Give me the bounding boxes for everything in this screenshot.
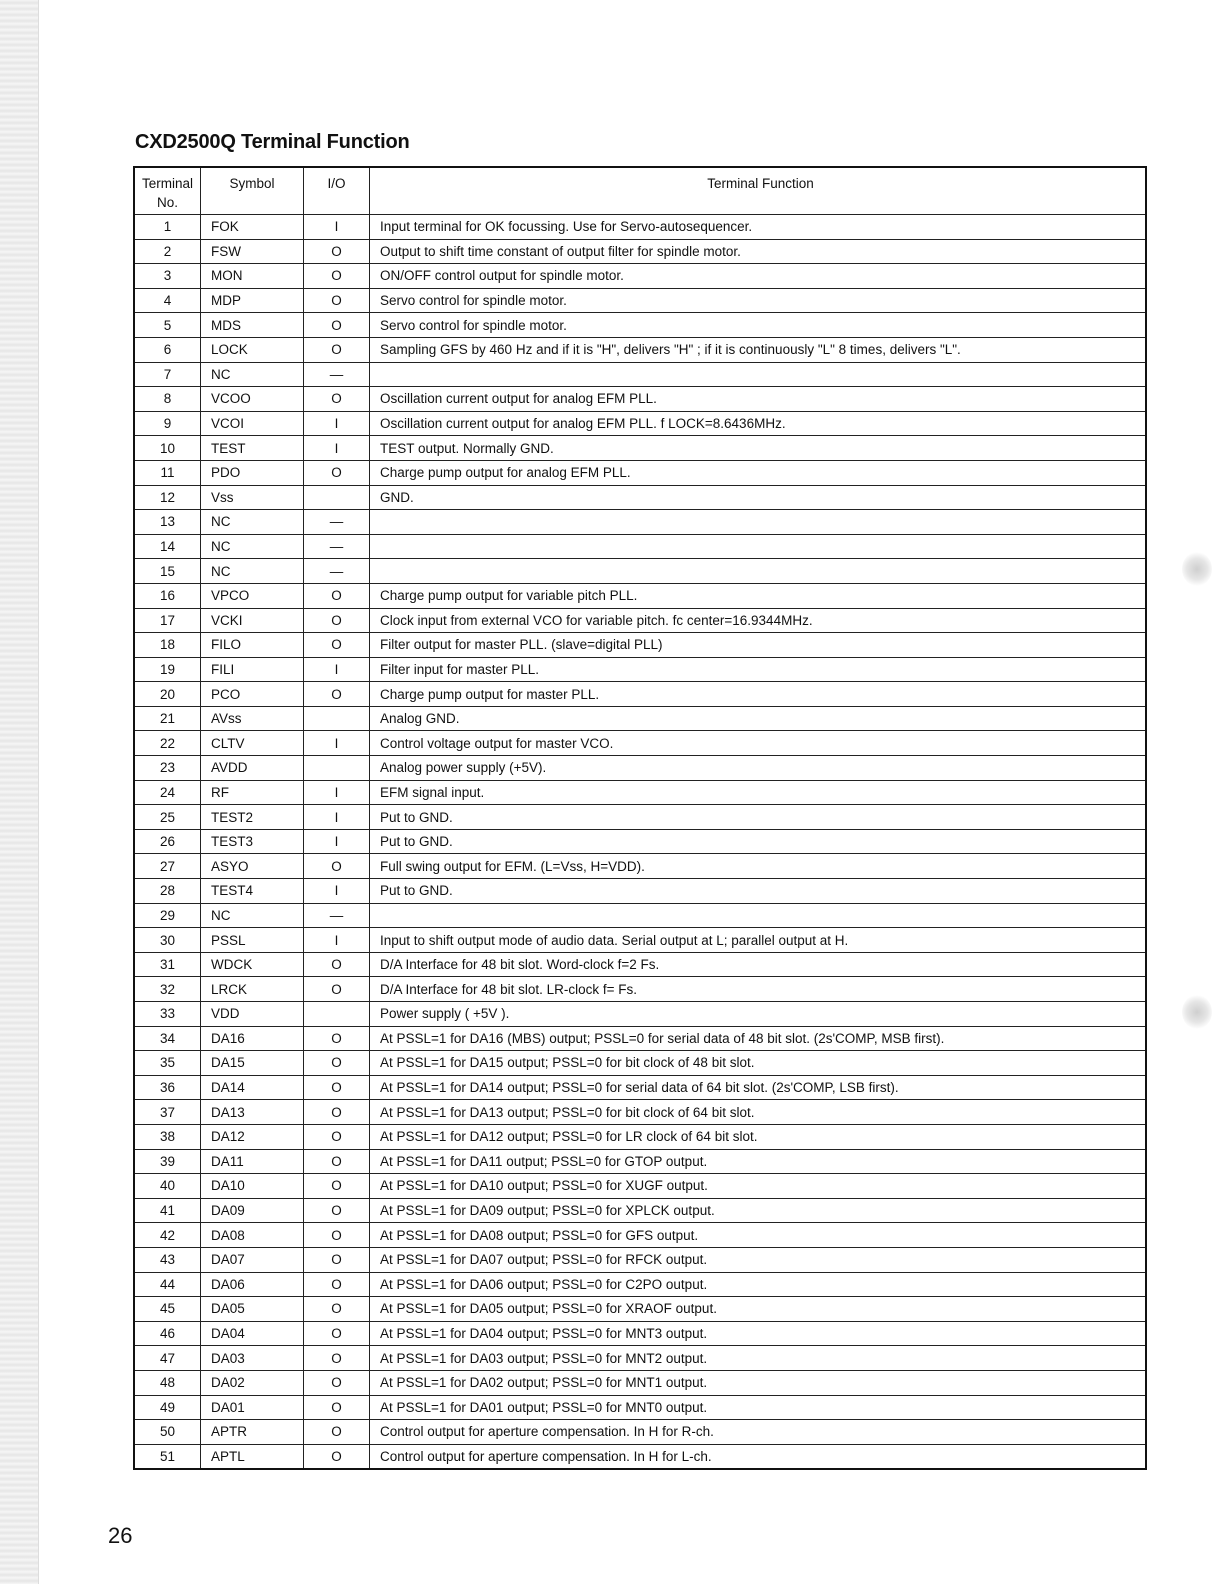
cell-terminal-no: 34: [134, 1026, 201, 1051]
cell-symbol: AVDD: [201, 756, 304, 781]
cell-function: [370, 559, 1147, 584]
cell-io: —: [304, 534, 370, 559]
cell-symbol: PSSL: [201, 928, 304, 953]
table-row: [134, 1002, 1146, 1027]
table-row: [134, 411, 1146, 436]
cell-terminal-no: 8: [134, 387, 201, 412]
table-row: [134, 977, 1146, 1002]
cell-terminal-no: 19: [134, 657, 201, 682]
cell-terminal-no: 30: [134, 928, 201, 953]
cell-io: O: [304, 952, 370, 977]
cell-io: I: [304, 436, 370, 461]
cell-function: Charge pump output for analog EFM PLL.: [370, 460, 1147, 485]
cell-io: O: [304, 1297, 370, 1322]
cell-symbol: VDD: [201, 1002, 304, 1027]
cell-symbol: VCOI: [201, 411, 304, 436]
cell-function: Charge pump output for master PLL.: [370, 682, 1147, 707]
cell-terminal-no: 18: [134, 633, 201, 658]
cell-terminal-no: 27: [134, 854, 201, 879]
cell-io: O: [304, 1100, 370, 1125]
cell-io: O: [304, 1051, 370, 1076]
cell-symbol: Vss: [201, 485, 304, 510]
table-row: [134, 1321, 1146, 1346]
cell-terminal-no: 37: [134, 1100, 201, 1125]
cell-symbol: VCKI: [201, 608, 304, 633]
table-row: [134, 952, 1146, 977]
table-row: [134, 1272, 1146, 1297]
cell-function: Oscillation current output for analog EFM PLL. f LOCK=8.6436MHz.: [370, 411, 1147, 436]
cell-symbol: AVss: [201, 706, 304, 731]
cell-io: —: [304, 559, 370, 584]
cell-function: TEST output. Normally GND.: [370, 436, 1147, 461]
cell-io: O: [304, 977, 370, 1002]
table-row: [134, 756, 1146, 781]
cell-io: O: [304, 1444, 370, 1469]
table-row: [134, 534, 1146, 559]
cell-terminal-no: 11: [134, 460, 201, 485]
cell-symbol: NC: [201, 559, 304, 584]
header-terminal-no: Terminal No.: [134, 167, 201, 215]
cell-terminal-no: 45: [134, 1297, 201, 1322]
cell-function: At PSSL=1 for DA06 output; PSSL=0 for C2PO output.: [370, 1272, 1147, 1297]
cell-function: Analog GND.: [370, 706, 1147, 731]
cell-function: At PSSL=1 for DA09 output; PSSL=0 for XPLCK output.: [370, 1198, 1147, 1223]
terminal-function-table: [133, 166, 1147, 1470]
cell-symbol: DA07: [201, 1247, 304, 1272]
cell-terminal-no: 5: [134, 313, 201, 338]
header-terminal-function: Terminal Function: [370, 167, 1147, 215]
cell-symbol: DA12: [201, 1124, 304, 1149]
cell-function: Filter output for master PLL. (slave=digital PLL): [370, 633, 1147, 658]
table-row: [134, 1346, 1146, 1371]
cell-terminal-no: 17: [134, 608, 201, 633]
cell-io: I: [304, 657, 370, 682]
cell-symbol: LRCK: [201, 977, 304, 1002]
cell-io: O: [304, 313, 370, 338]
cell-function: Control voltage output for master VCO.: [370, 731, 1147, 756]
cell-terminal-no: 46: [134, 1321, 201, 1346]
cell-io: I: [304, 829, 370, 854]
cell-function: Full swing output for EFM. (L=Vss, H=VDD).: [370, 854, 1147, 879]
table-row: [134, 313, 1146, 338]
cell-symbol: FILO: [201, 633, 304, 658]
cell-function: Put to GND.: [370, 805, 1147, 830]
cell-io: O: [304, 1124, 370, 1149]
table-row: [134, 879, 1146, 904]
cell-symbol: NC: [201, 903, 304, 928]
table-row: [134, 510, 1146, 535]
cell-terminal-no: 3: [134, 264, 201, 289]
cell-symbol: DA09: [201, 1198, 304, 1223]
cell-symbol: DA05: [201, 1297, 304, 1322]
table-row: [134, 1444, 1146, 1469]
cell-function: At PSSL=1 for DA02 output; PSSL=0 for MNT1 output.: [370, 1370, 1147, 1395]
cell-symbol: TEST4: [201, 879, 304, 904]
cell-symbol: APTL: [201, 1444, 304, 1469]
cell-symbol: ASYO: [201, 854, 304, 879]
page-number: 26: [108, 1523, 133, 1548]
cell-terminal-no: 1: [134, 215, 201, 240]
cell-function: Input to shift output mode of audio data. Serial output at L; parallel output at H.: [370, 928, 1147, 953]
cell-function: At PSSL=1 for DA04 output; PSSL=0 for MNT3 output.: [370, 1321, 1147, 1346]
table-row: [134, 1051, 1146, 1076]
table-row: [134, 1075, 1146, 1100]
cell-io: O: [304, 288, 370, 313]
cell-symbol: DA06: [201, 1272, 304, 1297]
cell-symbol: TEST3: [201, 829, 304, 854]
cell-symbol: DA16: [201, 1026, 304, 1051]
cell-io: O: [304, 264, 370, 289]
cell-function: At PSSL=1 for DA08 output; PSSL=0 for GFS output.: [370, 1223, 1147, 1248]
cell-terminal-no: 22: [134, 731, 201, 756]
cell-terminal-no: 33: [134, 1002, 201, 1027]
cell-terminal-no: 15: [134, 559, 201, 584]
cell-symbol: MDS: [201, 313, 304, 338]
cell-io: O: [304, 460, 370, 485]
cell-terminal-no: 4: [134, 288, 201, 313]
cell-io: O: [304, 1026, 370, 1051]
cell-symbol: NC: [201, 534, 304, 559]
table-row: [134, 1395, 1146, 1420]
table-row: [134, 215, 1146, 240]
cell-io: I: [304, 805, 370, 830]
cell-terminal-no: 50: [134, 1420, 201, 1445]
cell-function: At PSSL=1 for DA05 output; PSSL=0 for XRAOF output.: [370, 1297, 1147, 1322]
cell-symbol: DA01: [201, 1395, 304, 1420]
cell-io: O: [304, 608, 370, 633]
cell-terminal-no: 21: [134, 706, 201, 731]
table-row: [134, 903, 1146, 928]
cell-function: At PSSL=1 for DA12 output; PSSL=0 for LR clock of 64 bit slot.: [370, 1124, 1147, 1149]
table-row: [134, 780, 1146, 805]
cell-symbol: VPCO: [201, 583, 304, 608]
cell-terminal-no: 2: [134, 239, 201, 264]
cell-symbol: PDO: [201, 460, 304, 485]
table-row: [134, 264, 1146, 289]
cell-terminal-no: 25: [134, 805, 201, 830]
table-row: [134, 829, 1146, 854]
cell-io: O: [304, 1174, 370, 1199]
cell-symbol: WDCK: [201, 952, 304, 977]
cell-function: Oscillation current output for analog EFM PLL.: [370, 387, 1147, 412]
cell-terminal-no: 43: [134, 1247, 201, 1272]
cell-io: I: [304, 411, 370, 436]
cell-terminal-no: 48: [134, 1370, 201, 1395]
cell-symbol: PCO: [201, 682, 304, 707]
cell-io: —: [304, 903, 370, 928]
scan-blemish: [1182, 552, 1212, 586]
cell-io: I: [304, 879, 370, 904]
cell-io: O: [304, 1420, 370, 1445]
table-row: [134, 1100, 1146, 1125]
table-row: [134, 1247, 1146, 1272]
cell-terminal-no: 6: [134, 337, 201, 362]
cell-io: O: [304, 1321, 370, 1346]
table-row: [134, 731, 1146, 756]
cell-symbol: TEST: [201, 436, 304, 461]
table-row: [134, 1026, 1146, 1051]
cell-function: At PSSL=1 for DA07 output; PSSL=0 for RFCK output.: [370, 1247, 1147, 1272]
cell-function: EFM signal input.: [370, 780, 1147, 805]
cell-function: Sampling GFS by 460 Hz and if it is "H", delivers "H" ; if it is continuously "L" 8 times, delivers "L".: [370, 337, 1147, 362]
cell-function: ON/OFF control output for spindle motor.: [370, 264, 1147, 289]
cell-symbol: DA10: [201, 1174, 304, 1199]
table-row: [134, 1370, 1146, 1395]
table-row: [134, 362, 1146, 387]
cell-symbol: MON: [201, 264, 304, 289]
scan-blemish: [1182, 995, 1212, 1029]
header-io: I/O: [304, 167, 370, 215]
cell-function: D/A Interface for 48 bit slot. LR-clock f= Fs.: [370, 977, 1147, 1002]
cell-terminal-no: 32: [134, 977, 201, 1002]
table-row: [134, 387, 1146, 412]
cell-terminal-no: 16: [134, 583, 201, 608]
cell-function: Analog power supply (+5V).: [370, 756, 1147, 781]
cell-function: Control output for aperture compensation. In H for R-ch.: [370, 1420, 1147, 1445]
cell-io: O: [304, 633, 370, 658]
cell-io: I: [304, 928, 370, 953]
cell-io: O: [304, 1272, 370, 1297]
cell-terminal-no: 35: [134, 1051, 201, 1076]
cell-terminal-no: 26: [134, 829, 201, 854]
cell-symbol: NC: [201, 510, 304, 535]
cell-function: [370, 510, 1147, 535]
cell-io: O: [304, 1395, 370, 1420]
cell-function: At PSSL=1 for DA10 output; PSSL=0 for XUGF output.: [370, 1174, 1147, 1199]
cell-function: At PSSL=1 for DA13 output; PSSL=0 for bit clock of 64 bit slot.: [370, 1100, 1147, 1125]
cell-io: O: [304, 1198, 370, 1223]
cell-terminal-no: 39: [134, 1149, 201, 1174]
cell-io: [304, 1002, 370, 1027]
cell-symbol: DA15: [201, 1051, 304, 1076]
cell-symbol: FOK: [201, 215, 304, 240]
cell-function: [370, 903, 1147, 928]
cell-io: I: [304, 780, 370, 805]
cell-symbol: DA11: [201, 1149, 304, 1174]
cell-function: At PSSL=1 for DA03 output; PSSL=0 for MNT2 output.: [370, 1346, 1147, 1371]
cell-io: O: [304, 387, 370, 412]
table-row: [134, 436, 1146, 461]
cell-io: —: [304, 362, 370, 387]
cell-io: O: [304, 1075, 370, 1100]
table-body: [134, 215, 1146, 1470]
cell-io: O: [304, 1247, 370, 1272]
cell-function: Servo control for spindle motor.: [370, 288, 1147, 313]
cell-symbol: DA03: [201, 1346, 304, 1371]
table-row: [134, 1149, 1146, 1174]
cell-terminal-no: 29: [134, 903, 201, 928]
cell-terminal-no: 38: [134, 1124, 201, 1149]
table-row: [134, 460, 1146, 485]
cell-symbol: FILI: [201, 657, 304, 682]
cell-terminal-no: 28: [134, 879, 201, 904]
table-row: [134, 633, 1146, 658]
cell-io: [304, 756, 370, 781]
cell-terminal-no: 9: [134, 411, 201, 436]
cell-io: O: [304, 1149, 370, 1174]
table-row: [134, 1124, 1146, 1149]
cell-symbol: MDP: [201, 288, 304, 313]
cell-terminal-no: 31: [134, 952, 201, 977]
cell-terminal-no: 14: [134, 534, 201, 559]
page-title: CXD2500Q Terminal Function: [135, 131, 410, 153]
cell-symbol: LOCK: [201, 337, 304, 362]
cell-symbol: CLTV: [201, 731, 304, 756]
table-row: [134, 706, 1146, 731]
cell-symbol: TEST2: [201, 805, 304, 830]
cell-terminal-no: 10: [134, 436, 201, 461]
cell-io: —: [304, 510, 370, 535]
table-row: [134, 1297, 1146, 1322]
cell-function: Servo control for spindle motor.: [370, 313, 1147, 338]
table-row: [134, 337, 1146, 362]
cell-io: O: [304, 1223, 370, 1248]
table-row: [134, 1174, 1146, 1199]
cell-terminal-no: 7: [134, 362, 201, 387]
cell-function: [370, 534, 1147, 559]
scan-edge: [0, 0, 39, 1584]
cell-function: Input terminal for OK focussing. Use for Servo-autosequencer.: [370, 215, 1147, 240]
table-row: [134, 485, 1146, 510]
cell-terminal-no: 23: [134, 756, 201, 781]
cell-function: [370, 362, 1147, 387]
cell-symbol: DA02: [201, 1370, 304, 1395]
cell-io: I: [304, 215, 370, 240]
cell-function: Output to shift time constant of output filter for spindle motor.: [370, 239, 1147, 264]
cell-symbol: VCOO: [201, 387, 304, 412]
cell-function: At PSSL=1 for DA15 output; PSSL=0 for bit clock of 48 bit slot.: [370, 1051, 1147, 1076]
cell-terminal-no: 20: [134, 682, 201, 707]
table-row: [134, 854, 1146, 879]
cell-terminal-no: 36: [134, 1075, 201, 1100]
header-symbol: Symbol: [201, 167, 304, 215]
cell-symbol: DA13: [201, 1100, 304, 1125]
cell-function: D/A Interface for 48 bit slot. Word-clock f=2 Fs.: [370, 952, 1147, 977]
cell-terminal-no: 47: [134, 1346, 201, 1371]
cell-terminal-no: 44: [134, 1272, 201, 1297]
cell-function: Control output for aperture compensation. In H for L-ch.: [370, 1444, 1147, 1469]
table-row: [134, 239, 1146, 264]
table-row: [134, 583, 1146, 608]
cell-io: O: [304, 854, 370, 879]
cell-symbol: FSW: [201, 239, 304, 264]
cell-function: At PSSL=1 for DA11 output; PSSL=0 for GTOP output.: [370, 1149, 1147, 1174]
cell-io: O: [304, 1346, 370, 1371]
table-row: [134, 559, 1146, 584]
cell-io: [304, 706, 370, 731]
cell-io: [304, 485, 370, 510]
table-row: [134, 928, 1146, 953]
cell-terminal-no: 42: [134, 1223, 201, 1248]
table-row: [134, 805, 1146, 830]
cell-io: O: [304, 1370, 370, 1395]
cell-function: Power supply ( +5V ).: [370, 1002, 1147, 1027]
table-row: [134, 682, 1146, 707]
cell-function: Clock input from external VCO for variable pitch. fc center=16.9344MHz.: [370, 608, 1147, 633]
cell-symbol: NC: [201, 362, 304, 387]
cell-function: Charge pump output for variable pitch PLL.: [370, 583, 1147, 608]
cell-symbol: DA04: [201, 1321, 304, 1346]
cell-terminal-no: 49: [134, 1395, 201, 1420]
cell-io: O: [304, 239, 370, 264]
cell-terminal-no: 13: [134, 510, 201, 535]
cell-terminal-no: 40: [134, 1174, 201, 1199]
cell-function: GND.: [370, 485, 1147, 510]
cell-function: At PSSL=1 for DA14 output; PSSL=0 for serial data of 64 bit slot. (2s'COMP, LSB first).: [370, 1075, 1147, 1100]
table-row: [134, 288, 1146, 313]
cell-io: O: [304, 337, 370, 362]
table-row: [134, 1223, 1146, 1248]
cell-terminal-no: 12: [134, 485, 201, 510]
cell-function: Put to GND.: [370, 829, 1147, 854]
cell-terminal-no: 41: [134, 1198, 201, 1223]
cell-symbol: APTR: [201, 1420, 304, 1445]
cell-io: I: [304, 731, 370, 756]
table-header-row: [134, 167, 1146, 215]
cell-function: Filter input for master PLL.: [370, 657, 1147, 682]
cell-function: At PSSL=1 for DA16 (MBS) output; PSSL=0 for serial data of 48 bit slot. (2s'COMP, MSB first).: [370, 1026, 1147, 1051]
cell-io: O: [304, 583, 370, 608]
cell-io: O: [304, 682, 370, 707]
table-row: [134, 1198, 1146, 1223]
table-row: [134, 657, 1146, 682]
cell-function: At PSSL=1 for DA01 output; PSSL=0 for MNT0 output.: [370, 1395, 1147, 1420]
cell-terminal-no: 24: [134, 780, 201, 805]
cell-terminal-no: 51: [134, 1444, 201, 1469]
cell-symbol: DA08: [201, 1223, 304, 1248]
cell-symbol: DA14: [201, 1075, 304, 1100]
cell-function: Put to GND.: [370, 879, 1147, 904]
cell-symbol: RF: [201, 780, 304, 805]
table-row: [134, 608, 1146, 633]
table-row: [134, 1420, 1146, 1445]
